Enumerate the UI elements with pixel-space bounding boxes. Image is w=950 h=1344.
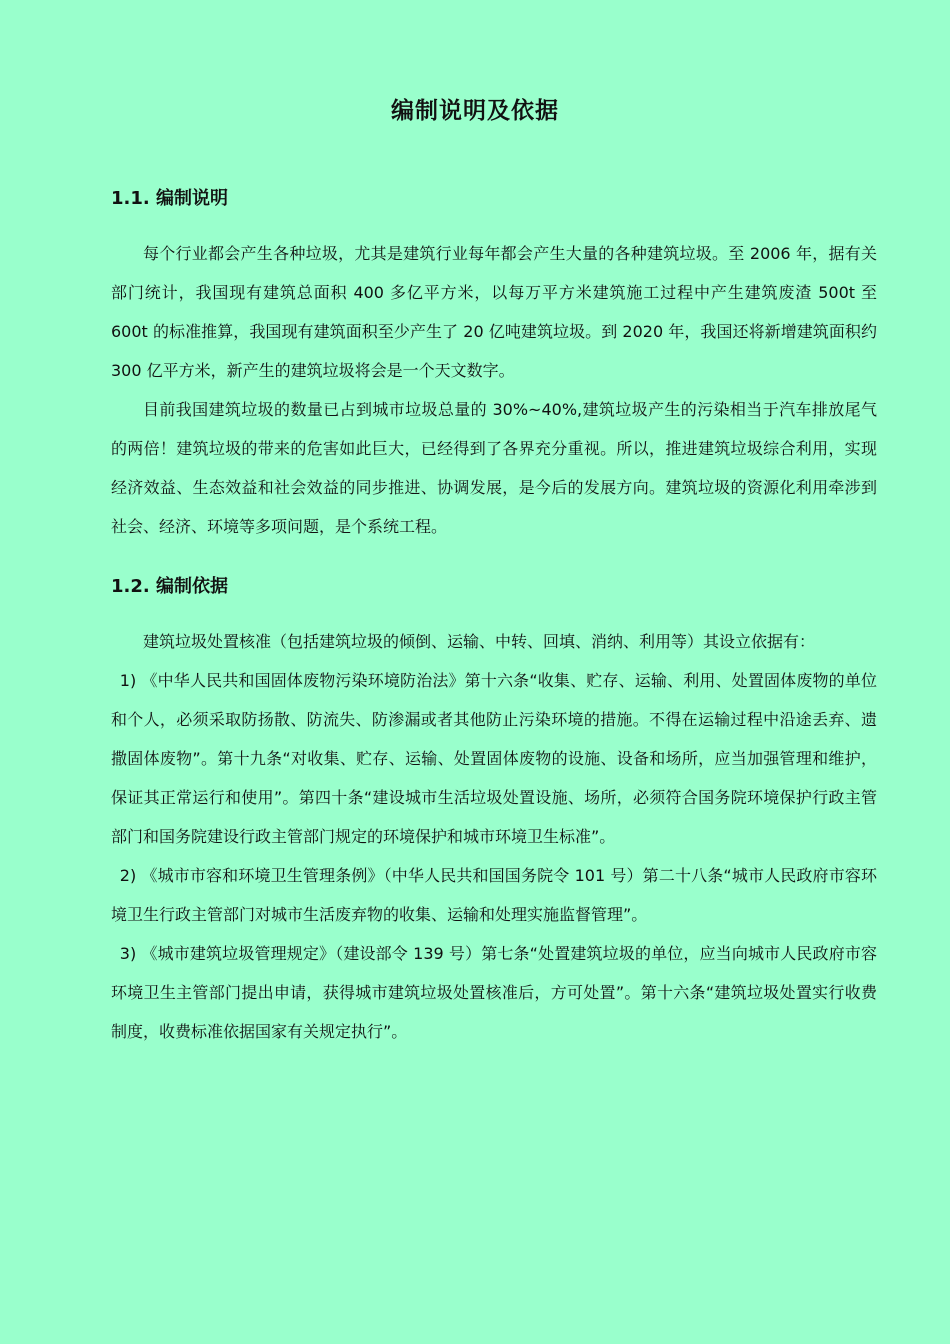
document-title: 编制说明及依据 [391, 98, 559, 124]
paragraph: 每个行业都会产生各种垃圾，尤其是建筑行业每年都会产生大量的各种建筑垃圾。至 2006 年，据有关部门统计，我国现有建筑总面积 400 多亿平方米，以每万平方米建筑施工过程中产生建筑废渣 500t 至 600t 的标准推算，我国现有建筑面积至少产生了 20 亿吨建筑垃圾。到 2020 年，我国还将新增建筑面积约 300 亿平方米，新产生的建筑垃圾将会是一个天文数字。 [111, 244, 877, 380]
paragraph-intro: 建筑垃圾处置核准（包括建筑垃圾的倾倒、运输、中转、回填、消纳、利用等）其设立依据有： [143, 632, 816, 651]
paragraph: 目前我国建筑垃圾的数量已占到城市垃圾总量的 30%~40%,建筑垃圾产生的污染相当于汽车排放尾气的两倍！建筑垃圾的带来的危害如此巨大，已经得到了各界充分重视。所以，推进建筑垃圾综合利用，实现经济效益、生态效益和社会效益的同步推进、协调发展，是今后的发展方向。建筑垃圾的资源化利用牵涉到社会、经济、环境等多项问题，是个系统工程。 [111, 400, 877, 536]
section-body-explanation [111, 234, 877, 546]
list-item: 2) 《城市市容和环境卫生管理条例》（中华人民共和国国务院令 101 号）第二十八条“城市人民政府市容环境卫生行政主管部门对城市生活废弃物的收集、运输和处理实施监督管理”。 [111, 866, 877, 924]
list-item: 1) 《中华人民共和国固体废物污染环境防治法》第十六条“收集、贮存、运输、利用、处置固体废物的单位和个人，必须采取防扬散、防流失、防渗漏或者其他防止污染环境的措施。不得在运输过程中沿途丢弃、遗撒固体废物”。第十九条“对收集、贮存、运输、处置固体废物的设施、设备和场所，应当加强管理和维护，保证其正常运行和使用”。第四十条“建设城市生活垃圾处置设施、场所，必须符合国务院环境保护行政主管部门和国务院建设行政主管部门规定的环境保护和城市环境卫生标准”。 [111, 671, 877, 846]
list-item: 3) 《城市建筑垃圾管理规定》（建设部令 139 号）第七条“处置建筑垃圾的单位，应当向城市人民政府市容环境卫生主管部门提出申请，获得城市建筑垃圾处置核准后，方可处置”。第十六条“建筑垃圾处置实行收费制度，收费标准依据国家有关规定执行”。 [111, 944, 877, 1041]
section-body-basis [111, 622, 877, 1051]
section-heading-basis: 1.2. 编制依据 [111, 576, 228, 597]
section-heading-explanation: 1.1. 编制说明 [111, 188, 228, 209]
